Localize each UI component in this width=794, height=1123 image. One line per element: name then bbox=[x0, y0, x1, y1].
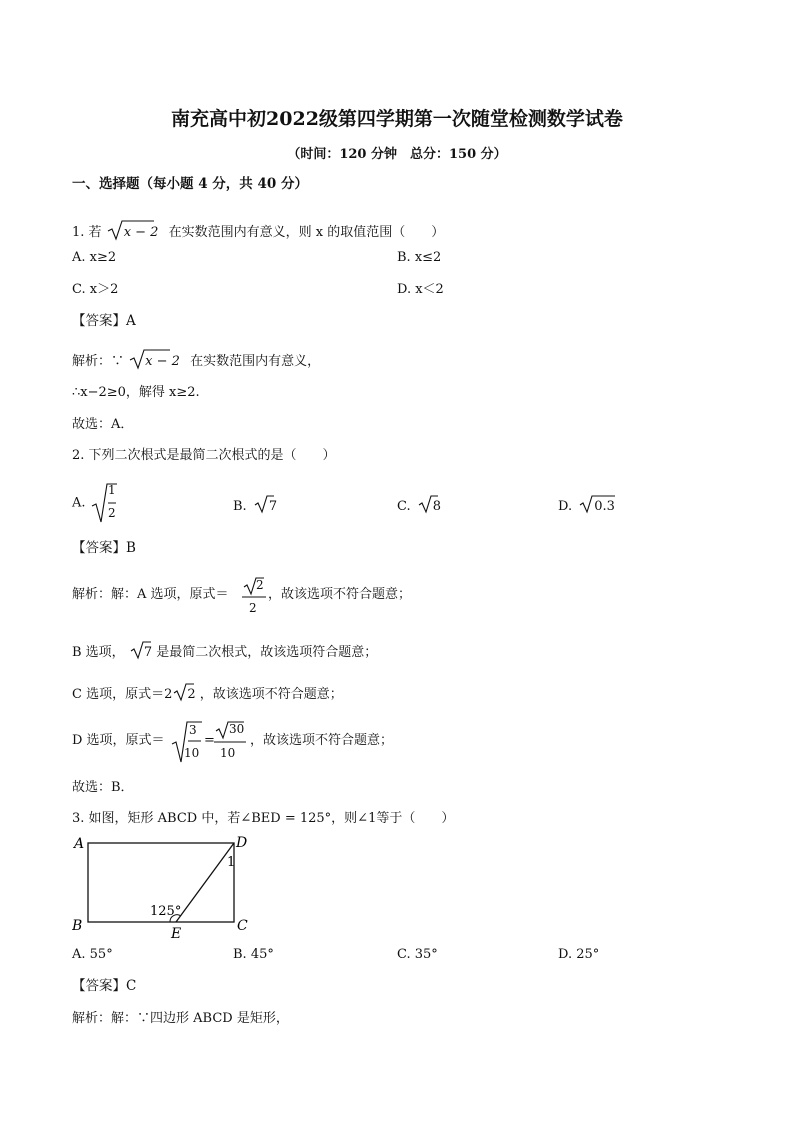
q2-sol-a-rest: ，故该选项不符合题意； bbox=[268, 587, 412, 602]
q2-opt-c-rad: 8 bbox=[432, 499, 442, 514]
q2-opt-b-label: B. bbox=[233, 499, 247, 514]
vertex-label-c: C bbox=[237, 918, 248, 934]
q2-solution-b bbox=[72, 640, 377, 660]
angle-label-1: 1 bbox=[227, 855, 236, 870]
q2-sol-d-num2: 30 bbox=[229, 722, 245, 736]
q1-solution-line2: ∴x−2≥0，解得 x≥2. bbox=[72, 385, 200, 400]
q2-solution-c bbox=[72, 682, 343, 702]
q3-answer: 【答案】C bbox=[72, 978, 137, 994]
q2-sol-a-num: 2 bbox=[256, 578, 264, 592]
q2-opt-d-label: D. bbox=[558, 499, 573, 514]
q1-solution-line3: 故选：A． bbox=[72, 417, 134, 432]
q2-sol-c-rest: ，故该选项不符合题意； bbox=[199, 687, 343, 702]
q2-opt-a-den: 2 bbox=[108, 506, 116, 520]
vertex-label-d: D bbox=[236, 835, 248, 851]
q3-option-c: C. 35° bbox=[397, 947, 438, 962]
q2-sol-c-prefix: C 选项，原式＝2 bbox=[72, 687, 173, 702]
q2-sol-b-rad: 7 bbox=[143, 645, 153, 660]
q2-option-c bbox=[397, 494, 441, 514]
q1-option-a: A. x≥2 bbox=[72, 250, 117, 265]
q3-option-a: A. 55° bbox=[72, 947, 113, 962]
q1-radicand: x − 2 bbox=[123, 225, 159, 240]
question-1 bbox=[72, 219, 444, 241]
page-title: 南充高中初2022级第四学期第一次随堂检测数学试卷 bbox=[171, 108, 623, 130]
q1-option-b: B. x≤2 bbox=[397, 250, 442, 265]
q2-opt-a-label: A. bbox=[72, 495, 86, 511]
rectangle-figure bbox=[72, 832, 272, 942]
q2-sol-d-num: 3 bbox=[189, 723, 197, 737]
q2-sol-b-rest: 是最简二次根式，故该选项符合题意； bbox=[156, 645, 378, 660]
q2-sol-a-den: 2 bbox=[249, 601, 257, 615]
q1-sol-rest: 在实数范围内有意义， bbox=[190, 354, 321, 369]
q1-option-d: D. x＜2 bbox=[397, 282, 444, 297]
q3-option-d: D. 25° bbox=[558, 947, 600, 962]
q1-sol-radicand: x − 2 bbox=[145, 354, 180, 369]
section-heading: 一、选择题（每小题 4 分，共 40 分） bbox=[72, 176, 308, 192]
q2-sol-d-eq: = bbox=[204, 733, 215, 748]
q2-sol-d-den: 10 bbox=[184, 746, 200, 760]
q2-opt-b-rad: 7 bbox=[268, 499, 278, 514]
q2-opt-d-rad: 0.3 bbox=[594, 499, 615, 514]
q2-option-d bbox=[558, 494, 615, 514]
q2-answer: 【答案】B bbox=[72, 540, 136, 556]
q2-opt-c-label: C. bbox=[397, 499, 411, 514]
q1-option-c: C. x＞2 bbox=[72, 282, 119, 297]
q2-sol-d-den2: 10 bbox=[220, 746, 236, 760]
q3-solution: 解析：解：∵四边形 ABCD 是矩形， bbox=[72, 1011, 289, 1026]
q2-sol-d-rest: ，故该选项不符合题意； bbox=[250, 733, 394, 748]
vertex-label-e: E bbox=[171, 926, 182, 942]
q1-stem-rest: 在实数范围内有意义，则 x 的取值范围（ ） bbox=[168, 225, 445, 240]
q2-sol-c-rad: 2 bbox=[187, 687, 196, 702]
q1-answer: 【答案】A bbox=[72, 313, 136, 329]
vertex-label-b: B bbox=[72, 918, 83, 934]
question-2: 2. 下列二次根式是最简二次根式的是（ ） bbox=[72, 448, 336, 463]
q3-option-b: B. 45° bbox=[233, 947, 274, 962]
fraction-bar bbox=[214, 741, 248, 745]
question-3: 3. 如图，矩形 ABCD 中，若∠BED = 125°，则∠1等于（ ） bbox=[72, 811, 455, 826]
vertex-label-a: A bbox=[74, 836, 85, 852]
segment-de bbox=[176, 843, 234, 922]
q2-sol-d-prefix: D 选项，原式＝ bbox=[72, 733, 165, 748]
q2-sol-a-prefix: 解析：解：A 选项，原式＝ bbox=[72, 587, 229, 602]
angle-label-125: 125° bbox=[150, 904, 182, 919]
q1-solution-line1 bbox=[72, 348, 320, 370]
q1-number: 1. 若 bbox=[72, 225, 102, 240]
q1-sol-prefix: 解析：∵ bbox=[72, 354, 125, 369]
q2-option-b bbox=[233, 494, 277, 514]
fraction-bar bbox=[242, 596, 268, 600]
q2-sol-b-prefix: B 选项， bbox=[72, 645, 125, 660]
q2-opt-a-num: 1 bbox=[108, 483, 116, 497]
q2-option-a bbox=[72, 482, 118, 524]
q2-solution-end: 故选：B． bbox=[72, 780, 134, 795]
exam-info: （时间：120 分钟 总分：150 分） bbox=[287, 147, 507, 162]
